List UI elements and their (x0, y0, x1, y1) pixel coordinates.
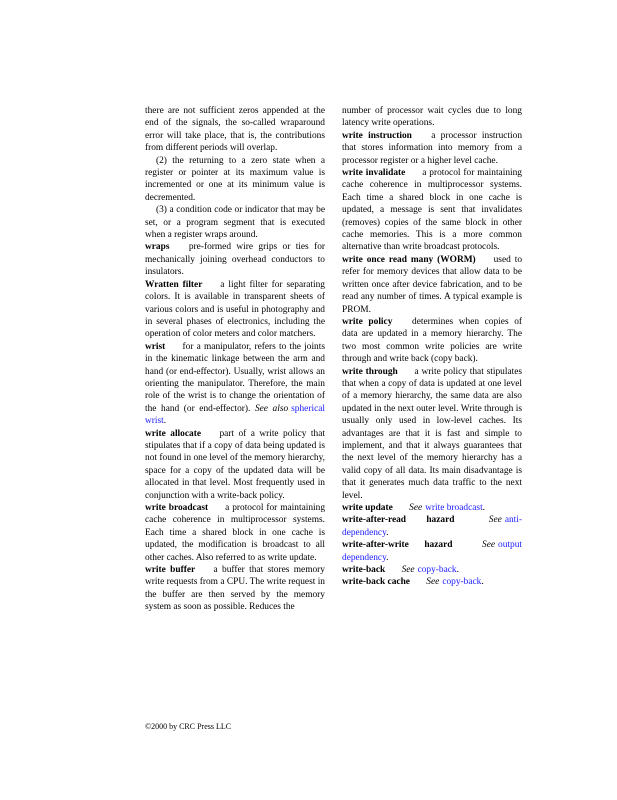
see-label: See (482, 540, 496, 551)
entry-term: Wratten filter (145, 279, 203, 290)
cross-reference-link[interactable]: copy-back (417, 565, 457, 576)
cross-reference-link[interactable]: copy-back (442, 577, 482, 588)
entry-write-back (342, 564, 522, 576)
entry-end: . (386, 527, 389, 538)
entry-definition: a protocol for maintaining cache coherence in multiprocessor systems. Each time a shared block in one cache is updated, a message is sent that invalidates (removes) copies of the same block in other cache memories. This is a more common alternative than write broadcast protocols. (342, 168, 522, 253)
entry-write-back-cache (342, 576, 522, 588)
cross-reference-link[interactable]: anti-dependency (342, 515, 522, 538)
entry-definition: a buffer that stores memory write requests from a CPU. The write request in the buffer are then served by the memory system as soon as possible. Reduces the (145, 565, 325, 613)
entry-end: . (163, 416, 167, 427)
see-label: See (409, 503, 423, 513)
entry-term: write allocate (145, 428, 201, 439)
entry-definition: a processor instruction that stores information into memory from a processor register or a higher level cache. (342, 130, 523, 166)
entry-worm (342, 254, 522, 316)
entry-end: . (481, 577, 484, 588)
entry-write-update (342, 502, 522, 514)
entry-definition: determines when copies of data are updated in a memory hierarchy. The two most common write policies are write through and write back (copy back). (342, 316, 523, 365)
entry-wraps (145, 241, 325, 278)
entry-term: write-back (342, 565, 386, 576)
entry-term: write through (342, 366, 398, 377)
right-column (342, 105, 522, 589)
entry-wratten-filter (145, 279, 325, 341)
continuation-paragraph: (3) a condition code or indicator that may be set, or a program segment that is executed when a register wraps around. (145, 205, 325, 241)
cross-reference-link[interactable]: spherical wrist (145, 403, 325, 427)
entry-write-after-read-hazard (342, 514, 522, 539)
see-label: See (426, 577, 440, 588)
entry-definition: used to refer for memory devices that allow data to be written once after device fabrication, and to be read any number of times. A typical example is PROM. (342, 254, 523, 315)
entry-definition: a protocol for maintaining cache coherence in multiprocessor systems. Each time a shared block in one cache is updated, the modification is broadcast to all other caches. Also referred to as write update. (145, 503, 326, 563)
copyright-footer: ©2000 by CRC Press LLC (145, 722, 232, 731)
entry-term: write buffer (145, 565, 196, 576)
see-also-label: See also (254, 403, 289, 414)
entry-term: wraps (145, 242, 170, 253)
continuation-paragraph: there are not sufficient zeros appended at the end of the signals, the so-called wraparound error will take place, that is, the contributions from different periods will overlap. (145, 106, 325, 154)
continuation-paragraph: (2) the returning to a zero state when a register or pointer at its maximum value is incremented or one at its minimum value is decremented. (145, 155, 325, 203)
entry-write-after-write-hazard (342, 539, 522, 564)
entry-term: write-back cache (342, 577, 410, 588)
entry-write-through (342, 366, 522, 502)
entry-write-policy (342, 316, 522, 366)
continuation-paragraph: number of processor wait cycles due to long latency write operations. (342, 106, 522, 129)
entry-write-broadcast (145, 502, 325, 564)
entry-term: wrist (145, 341, 166, 352)
entry-end: . (386, 552, 389, 563)
entry-write-instruction (342, 130, 522, 167)
entry-term: write instruction (342, 130, 412, 141)
entry-end: . (456, 565, 459, 576)
entry-term: write invalidate (342, 168, 406, 179)
entry-wrist (145, 341, 325, 428)
entry-write-invalidate (342, 167, 522, 254)
entry-term: write policy (342, 316, 393, 327)
entry-definition: pre-formed wire grips or ties for mechanically joining overhead conductors to insulators. (145, 242, 326, 278)
entry-write-buffer (145, 564, 325, 614)
entry-term: write once read many (WORM) (342, 254, 476, 265)
entry-end: . (482, 503, 486, 513)
entry-write-allocate (145, 428, 325, 502)
cross-reference-link[interactable]: output dependency (342, 540, 522, 563)
entry-term: write-after-read hazard (342, 515, 455, 526)
entry-term: write broadcast (145, 503, 209, 513)
entry-term: write update (342, 503, 393, 513)
entry-definition: a write policy that stipulates that when a copy of data is updated at one level of a memory hierarchy, the same data are also updated in the next outer level. Write through is usually only used in low-level caches. Its advantages are that it is fast and simple to implement, and that it always guarantees that the next level of the memory hierarchy has a valid copy of all data. Its main disadvantage is that it generates much data traffic to the next level. (342, 366, 523, 501)
see-label: See (401, 565, 415, 576)
entry-definition: part of a write policy that stipulates that if a copy of data being updated is not found in one level of the memory hierarchy, space for a copy of the updated data will be allocated in that level. Most frequently used in conjunction with a write-back policy. (145, 428, 325, 501)
entry-definition: for a manipulator, refers to the joints in the kinematic linkage between the arm and hand (or end-effector). Usually, wrist allows an orienting the manipulator. Therefore, the main role of the wrist is to change the orientation of the hand (or end-effector). (145, 341, 326, 414)
entry-definition: a light filter for separating colors. It is available in transparent sheets of various colors and is useful in photography and in several phases of electronics, including the operation of color meters and color matchers. (145, 279, 325, 340)
entry-term: write-after-write hazard (342, 540, 453, 551)
cross-reference-link[interactable]: write broadcast (425, 503, 483, 513)
left-column (145, 105, 325, 614)
see-label: See (488, 515, 502, 526)
